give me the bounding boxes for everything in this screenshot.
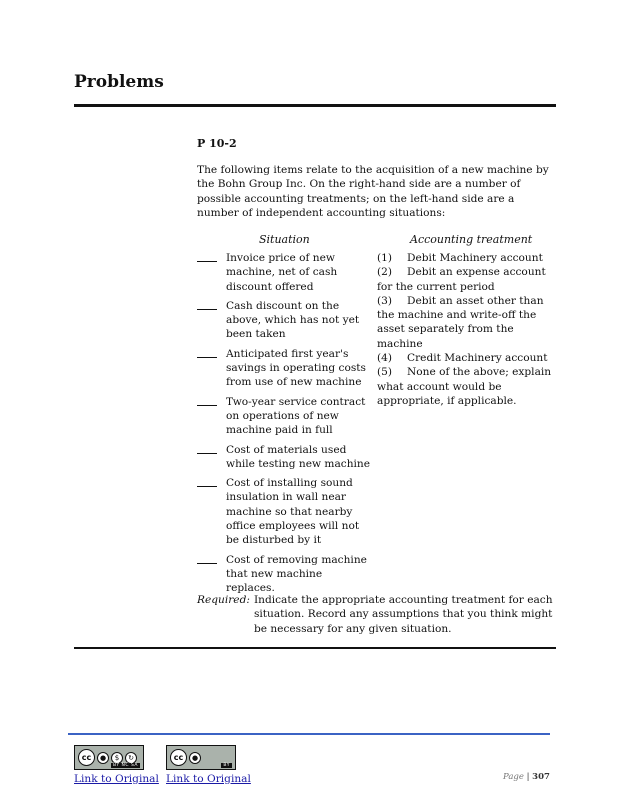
link-to-original-2[interactable]: Link to Original (166, 773, 251, 785)
bottom-divider (74, 647, 556, 649)
situation-list (197, 251, 377, 601)
situation-text: Cost of removing machine that new machine replaces. (226, 553, 367, 595)
badge-strip-text: BY NC SA (113, 763, 138, 768)
situation-item (197, 476, 377, 547)
answer-blank[interactable] (197, 347, 217, 358)
treatment-text: Debit an asset other than the machine and write-off the asset separately from the machine (377, 294, 544, 350)
treatment-number: (2) (377, 266, 393, 279)
noncommercial-icon: $ (111, 752, 123, 764)
answer-blank[interactable] (197, 299, 217, 310)
situation-text: Cost of installing sound insulation in wall near machine so that nearby office employees will not be disturbed by it (226, 477, 360, 547)
situation-item (197, 347, 377, 390)
cc-icon: cc (78, 749, 95, 766)
treatment-item (377, 365, 557, 408)
badge-strip-text: BY (223, 763, 230, 768)
treatment-number: (3) (377, 294, 393, 307)
problem-intro: The following items relate to the acquisition of a new machine by the Bohn Group Inc. On the right-hand side are a number of possible accounting treatments; on the left-hand side are a number of independent accounting situations: (197, 164, 549, 219)
treatment-item (377, 351, 557, 365)
cc-by-nc-sa-badge[interactable] (74, 745, 144, 770)
treatment-text: Debit Machinery account (407, 252, 543, 264)
situation-item (197, 443, 377, 472)
required-instructions (197, 593, 559, 636)
treatment-text: None of the above; explain what account would be appropriate, if applicable. (377, 366, 552, 407)
required-text: Indicate the appropriate accounting treatment for each situation. Record any assumptions that you think might be necessary for any given situation. (253, 594, 553, 635)
answer-blank[interactable] (197, 443, 217, 454)
page-separator: | (526, 772, 530, 782)
situation-text: Anticipated first year's savings in operating costs from use of new machine (226, 347, 366, 389)
footer-divider (68, 733, 550, 735)
treatment-heading: Accounting treatment (410, 233, 533, 246)
answer-blank[interactable] (197, 553, 217, 564)
treatment-text: Debit an expense account for the current period (377, 266, 546, 293)
treatment-list (377, 251, 557, 408)
situation-text: Invoice price of new machine, net of cash discount offered (226, 252, 338, 293)
page-word: Page (503, 772, 524, 782)
link-to-original-1[interactable]: Link to Original (74, 773, 159, 785)
page-number (503, 772, 550, 782)
cc-icon: cc (170, 749, 187, 766)
treatment-item (377, 265, 557, 294)
treatment-number: (5) (377, 366, 393, 379)
page-number-value: 307 (532, 772, 550, 782)
sharealike-icon: ↻ (125, 752, 137, 764)
situation-text: Cash discount on the above, which has not yet been taken (226, 299, 360, 341)
required-label: Required: (197, 594, 250, 606)
answer-blank[interactable] (197, 476, 217, 487)
treatment-number: (1) (377, 252, 393, 264)
situation-item (197, 553, 377, 596)
treatment-item (377, 294, 557, 351)
attribution-icon: ● (97, 752, 109, 764)
situation-text: Two-year service contract on operations of new machine paid in full (226, 395, 366, 437)
situation-heading: Situation (259, 233, 310, 246)
treatment-item (377, 251, 557, 265)
section-title: Problems (74, 72, 164, 92)
situation-text: Cost of materials used while testing new machine (226, 443, 371, 470)
treatment-number: (4) (377, 352, 393, 365)
cc-by-badge[interactable] (166, 745, 236, 770)
attribution-icon: ● (189, 752, 201, 764)
top-divider (74, 104, 556, 107)
answer-blank[interactable] (197, 395, 217, 406)
treatment-text: Credit Machinery account (407, 352, 548, 365)
answer-blank[interactable] (197, 251, 217, 262)
situation-item (197, 395, 377, 438)
situation-item (197, 299, 377, 342)
problem-id: P 10-2 (197, 137, 237, 150)
situation-item (197, 251, 377, 294)
